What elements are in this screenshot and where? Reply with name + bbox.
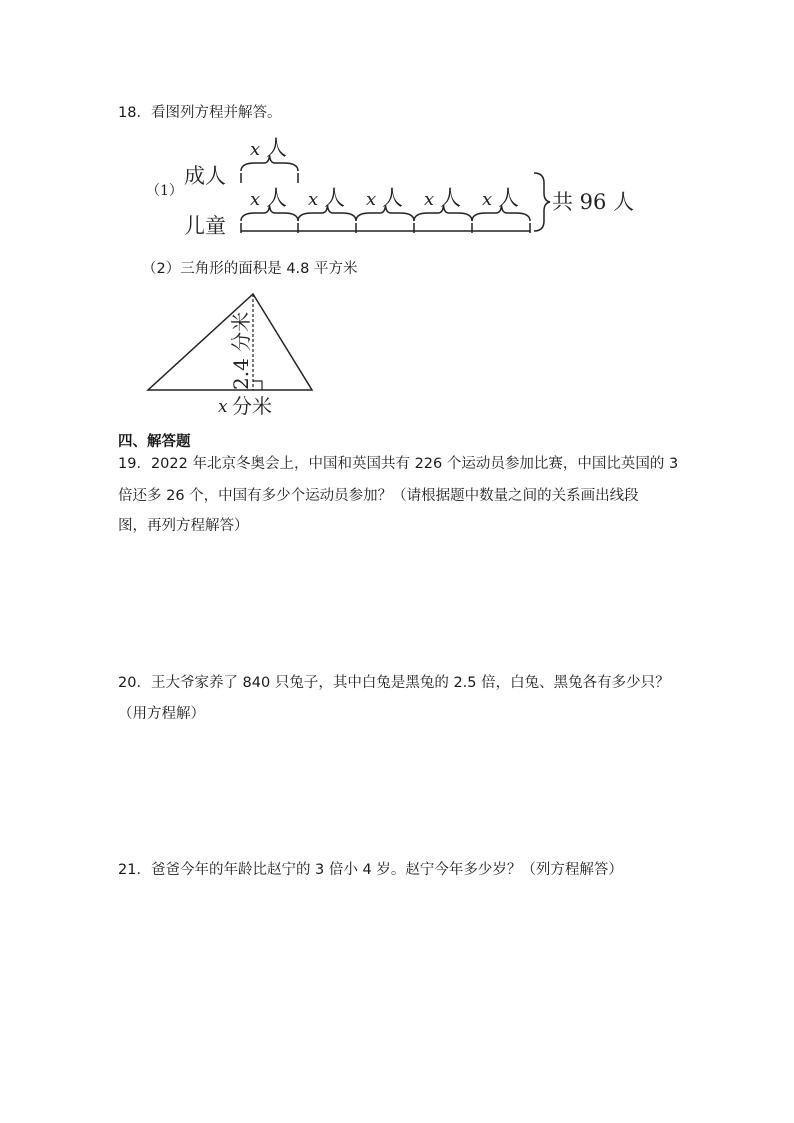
- child-var-5: x: [482, 189, 493, 210]
- base-unit: 分米: [232, 394, 272, 418]
- line-segment-diagram-svg: [140, 135, 640, 245]
- child-segment: [241, 186, 530, 233]
- child-label: 儿童: [184, 214, 226, 238]
- base-var: x: [218, 397, 228, 417]
- total-label: 共 96 人: [552, 190, 635, 214]
- child-var-3: x: [366, 189, 377, 210]
- line-segment-diagram: [140, 135, 640, 245]
- adult-segment: [241, 136, 298, 183]
- child-unit-2: 人: [324, 186, 345, 210]
- child-unit-3: 人: [382, 186, 403, 210]
- question-19-line-3: 图，再列方程解答）: [118, 518, 249, 534]
- child-unit-1: 人: [266, 186, 287, 210]
- question-18-title: 18．看图列方程并解答。: [118, 105, 282, 121]
- triangle-diagram: [140, 290, 330, 420]
- child-unit-5: 人: [498, 186, 519, 210]
- adult-var: x: [250, 139, 261, 160]
- child-var-1: x: [250, 189, 261, 210]
- height-label: 2.4 分米: [229, 311, 253, 390]
- triangle-svg: [140, 290, 330, 420]
- right-angle-marker: [253, 381, 262, 390]
- part-1-label: （1）: [146, 183, 183, 199]
- child-var-4: x: [424, 189, 435, 210]
- question-19-line-2: 倍还多 26 个，中国有多少个运动员参加？（请根据题中数量之间的关系画出线段: [118, 488, 639, 504]
- adult-unit: 人: [266, 136, 287, 160]
- section-heading: 四、解答题: [118, 434, 191, 450]
- question-20-line-1: 20．王大爷家养了 840 只兔子，其中白兔是黑兔的 2.5 倍，白兔、黑兔各有多少只？: [118, 675, 670, 691]
- question-21-line-1: 21．爸爸今年的年龄比赵宁的 3 倍小 4 岁。赵宁今年多少岁？（列方程解答）: [118, 862, 623, 878]
- child-unit-4: 人: [440, 186, 461, 210]
- child-var-2: x: [308, 189, 319, 210]
- question-19-line-1: 19．2022 年北京冬奥会上，中国和英国共有 226 个运动员参加比赛，中国比英国的 3: [118, 456, 679, 472]
- question-20-line-2: （用方程解）: [118, 706, 205, 722]
- adult-label: 成人: [184, 164, 226, 188]
- part-2-label: （2）三角形的面积是 4.8 平方米: [142, 261, 358, 277]
- total-brace: [534, 173, 550, 231]
